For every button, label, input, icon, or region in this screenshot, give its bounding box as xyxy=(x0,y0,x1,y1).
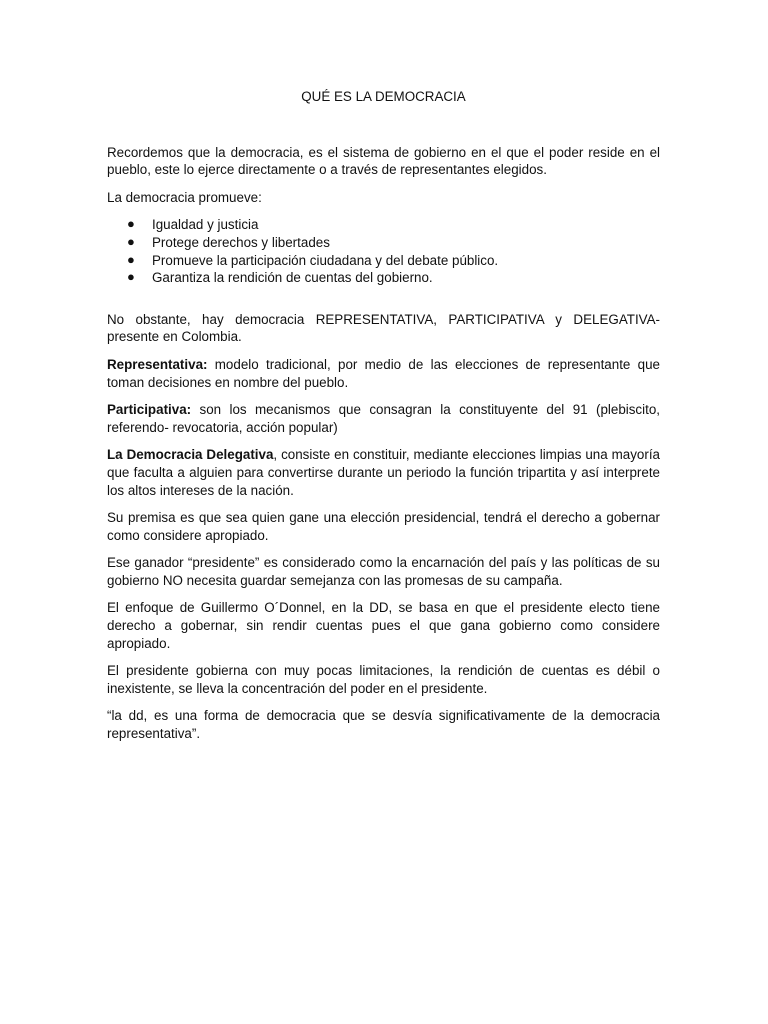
ganador-paragraph: Ese ganador “presidente” es considerado como la encarnación del país y las políticas de su gobierno NO necesita guardar semejanza con las promesas de su campaña. xyxy=(107,555,660,588)
promotes-list xyxy=(107,216,660,286)
list-item-text: Promueve la participación ciudadana y del debate público. xyxy=(152,252,499,268)
list-item-text: Igualdad y justicia xyxy=(152,217,259,233)
bullet-icon: ● xyxy=(127,251,135,267)
representativa-term: Representativa: xyxy=(107,356,208,372)
intro-paragraph: Recordemos que la democracia, es el sistema de gobierno en el que el poder reside en el pueblo, este lo ejerce directamente o a través de representantes elegidos. xyxy=(107,144,660,178)
bullet-icon: ● xyxy=(127,269,135,285)
premisa-paragraph: Su premisa es que sea quien gane una elección presidencial, tendrá el derecho a gobernar como considere apropiado. xyxy=(107,510,660,543)
list-item xyxy=(107,234,660,252)
list-item-text: Protege derechos y libertades xyxy=(152,234,330,250)
representativa-text: modelo tradicional, por medio de las elecciones de representante que toman decisiones en nombre del pueblo. xyxy=(107,356,660,390)
list-item-text: Garantiza la rendición de cuentas del gobierno. xyxy=(152,270,433,286)
quote-paragraph: “la dd, es una forma de democracia que se desvía significativamente de la democracia representativa”. xyxy=(107,708,660,742)
representativa-paragraph xyxy=(107,356,660,391)
enfoque-paragraph: El enfoque de Guillermo O´Donnel, en la DD, se basa en que el presidente electo tiene derecho a gobernar, sin rendir cuentas pues el que gana gobierno como considere apropiado. xyxy=(107,600,660,651)
bullet-icon: ● xyxy=(127,216,135,232)
list-item xyxy=(107,252,660,270)
delegativa-paragraph xyxy=(107,446,660,499)
participativa-text: son los mecanismos que consagran la constituyente del 91 (plebiscito, referendo- revocatoria, acción popular) xyxy=(107,402,660,435)
participativa-paragraph xyxy=(107,401,660,436)
document-page xyxy=(107,88,660,753)
participativa-term: Participativa: xyxy=(107,402,192,418)
bullet-icon: ● xyxy=(127,233,135,249)
delegativa-term: La Democracia Delegativa xyxy=(107,447,274,463)
list-item xyxy=(107,216,660,234)
delegativa-text: , consiste en constituir, mediante elecciones limpias una mayoría que faculta a alguien para convertirse durante un periodo la función tripartita y así interprete los altos intereses de la nación. xyxy=(107,447,660,498)
list-item xyxy=(107,269,660,287)
presidente-paragraph: El presidente gobierna con muy pocas limitaciones, la rendición de cuentas es débil o inexistente, se lleva la concentración del poder en el presidente. xyxy=(107,663,660,696)
document-title: QUÉ ES LA DEMOCRACIA xyxy=(301,89,466,104)
promotes-label: La democracia promueve: xyxy=(107,189,262,205)
types-paragraph: No obstante, hay democracia REPRESENTATIVA, PARTICIPATIVA y DELEGATIVA- presente en Colombia. xyxy=(107,311,660,345)
